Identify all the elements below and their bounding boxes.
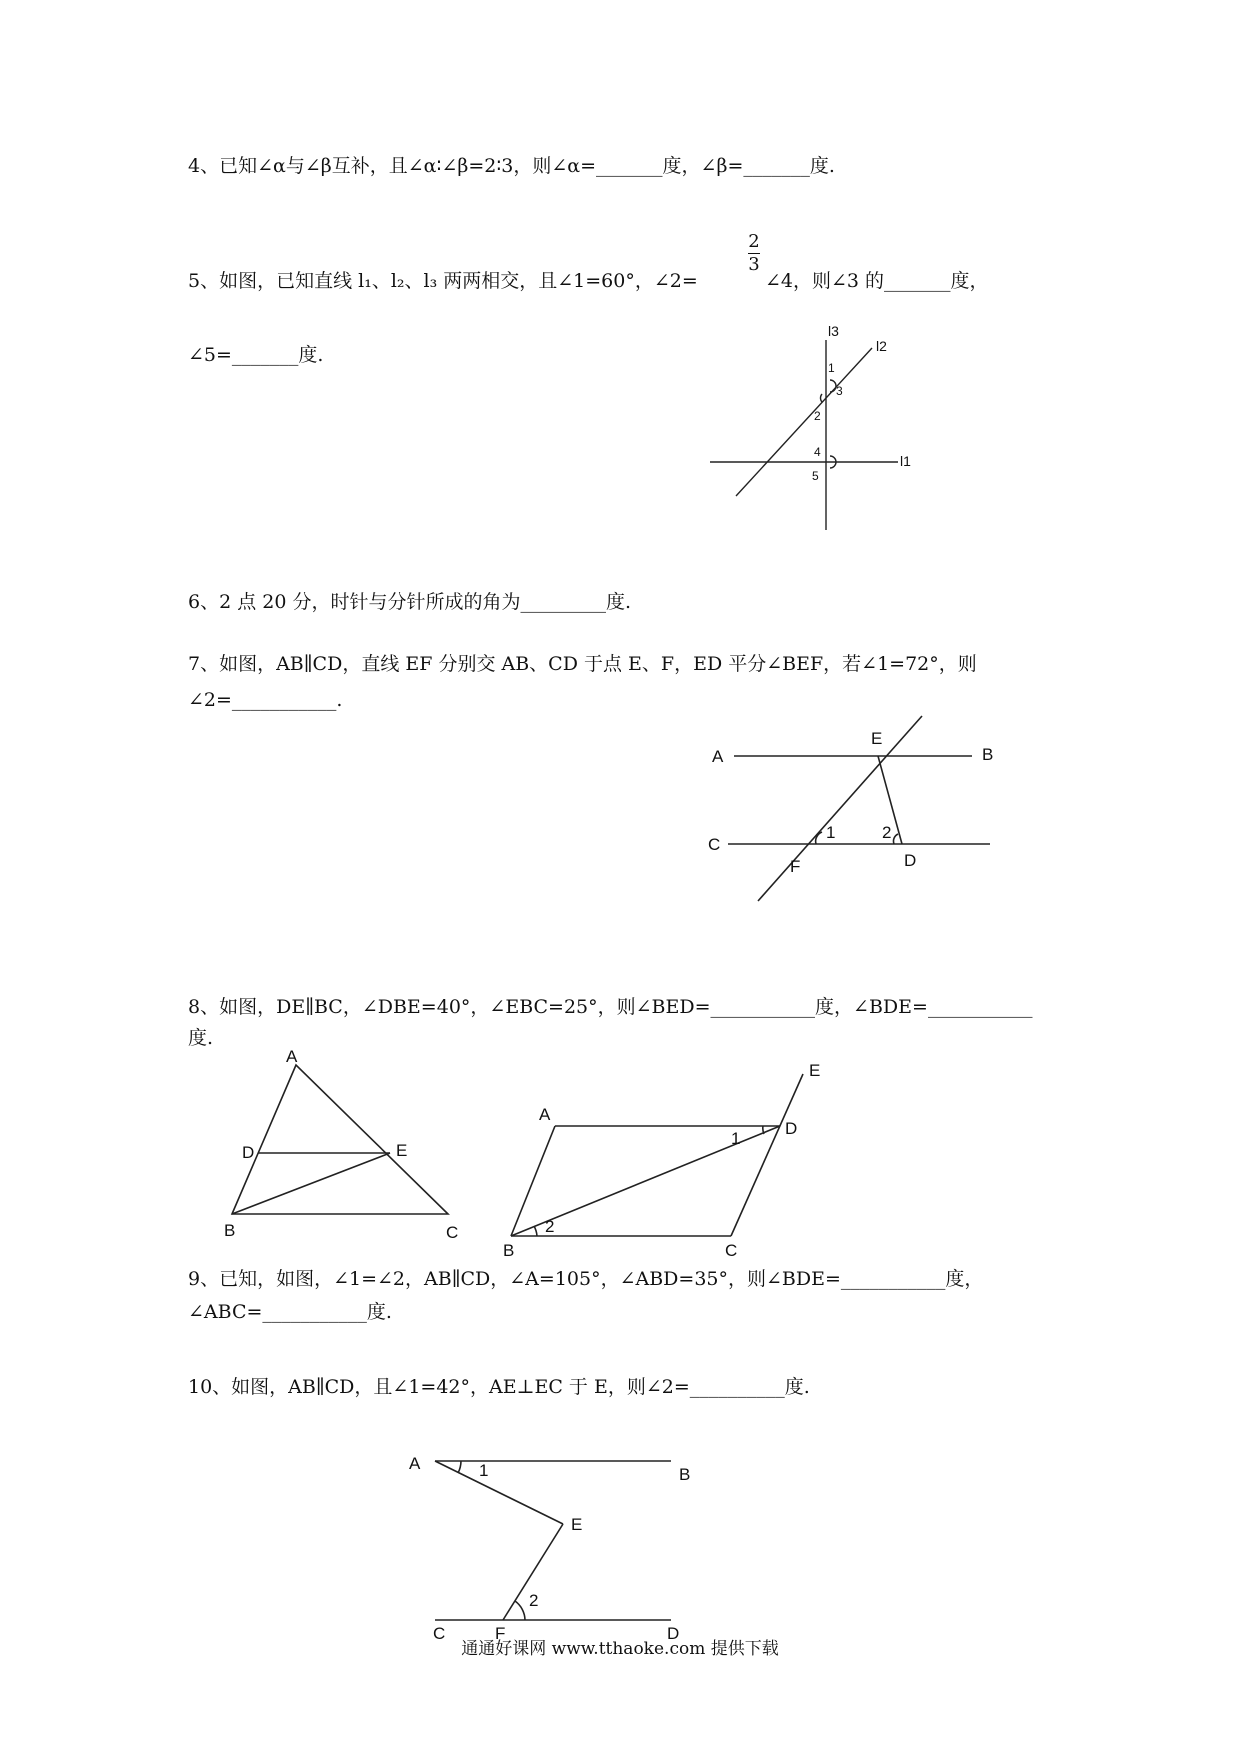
label-F: F [495, 1624, 506, 1640]
angle-2-arc [534, 1226, 537, 1236]
question-8-line-2: 度. [188, 1027, 214, 1049]
label-l3: l3 [828, 323, 839, 339]
label-angle-2: 2 [529, 1591, 539, 1610]
label-B: B [224, 1221, 236, 1240]
figure-7 [700, 700, 1020, 910]
label-E: E [571, 1515, 583, 1534]
angle-2-arc [515, 1601, 525, 1620]
triangle-ABC [232, 1065, 448, 1214]
figure-8 [220, 1048, 470, 1248]
question-9-line-1: 9、已知，如图，∠1=∠2，AB∥CD，∠A=105°，∠ABD=35°，则∠BDE=___________度， [188, 1268, 984, 1290]
label-C: C [433, 1624, 446, 1640]
label-D: D [667, 1624, 680, 1640]
question-5-line-2: ∠5=_______度. [188, 344, 324, 366]
question-7-line-1: 7、如图，AB∥CD，直线 EF 分别交 AB、CD 于点 E、F，ED 平分∠BEF，若∠1=72°，则 [188, 653, 977, 675]
label-E: E [809, 1061, 821, 1080]
angle-2-arc [820, 394, 822, 402]
question-8-line-1: 8、如图，DE∥BC，∠DBE=40°，∠EBC=25°，则∠BED=___________度，∠BDE=___________ [188, 996, 1033, 1018]
angle-1-arc [763, 1126, 764, 1134]
label-A: A [409, 1454, 421, 1473]
label-D: D [242, 1143, 255, 1162]
line-CE [731, 1074, 803, 1236]
question-5-line-1a: 5、如图，已知直线 l₁、l₂、l₃ 两两相交，且∠1=60°，∠2= [188, 270, 698, 292]
segment-AE [435, 1461, 563, 1524]
label-E: E [871, 729, 883, 748]
label-D: D [785, 1119, 798, 1138]
label-l1: l1 [900, 453, 911, 469]
angle-2-arc [893, 834, 898, 844]
label-angle-1: 1 [826, 823, 836, 842]
question-7-line-2: ∠2=___________. [188, 689, 343, 711]
angle-1-arc [458, 1461, 461, 1473]
question-6: 6、2 点 20 分，时针与分针所成的角为_________度. [188, 591, 632, 613]
fraction-numerator: 2 [748, 231, 760, 252]
question-10: 10、如图，AB∥CD，且∠1=42°，AE⊥EC 于 E，则∠2=__________度. [188, 1376, 810, 1398]
figure-9 [495, 1056, 835, 1256]
label-A: A [539, 1105, 551, 1124]
fraction-two-thirds [747, 232, 761, 275]
fraction-denominator: 3 [748, 254, 760, 275]
label-angle-2: 2 [814, 409, 821, 423]
label-B: B [503, 1241, 515, 1256]
question-4: 4、已知∠α与∠β互补，且∠α∶∠β=2∶3，则∠α=_______度，∠β=_______度. [188, 155, 835, 177]
label-D: D [904, 851, 917, 870]
segment-BE [232, 1153, 390, 1214]
label-F: F [790, 857, 801, 876]
label-C: C [446, 1223, 459, 1242]
label-B: B [982, 745, 994, 764]
figure-10 [395, 1440, 715, 1640]
page-footer: 通通好课网 www.tthaoke.com 提供下载 [461, 1639, 779, 1659]
question-9-line-2: ∠ABC=___________度. [188, 1301, 392, 1323]
label-E: E [396, 1141, 408, 1160]
line-EF [758, 716, 922, 901]
label-C: C [725, 1241, 738, 1256]
question-5-line-1b: ∠4，则∠3 的_______度， [765, 270, 989, 292]
label-A: A [712, 747, 724, 766]
label-B: B [679, 1465, 691, 1484]
label-C: C [708, 835, 721, 854]
label-A: A [286, 1048, 298, 1066]
label-angle-2: 2 [545, 1217, 555, 1236]
label-angle-1: 1 [828, 361, 835, 375]
label-angle-4: 4 [814, 445, 821, 459]
label-angle-2: 2 [882, 823, 892, 842]
figure-5 [700, 318, 930, 538]
line-l2 [736, 348, 872, 496]
label-angle-1: 1 [731, 1129, 741, 1148]
label-l2: l2 [876, 338, 887, 354]
label-angle-1: 1 [479, 1461, 489, 1480]
label-angle-5: 5 [812, 469, 819, 483]
label-angle-3: 3 [836, 384, 843, 398]
